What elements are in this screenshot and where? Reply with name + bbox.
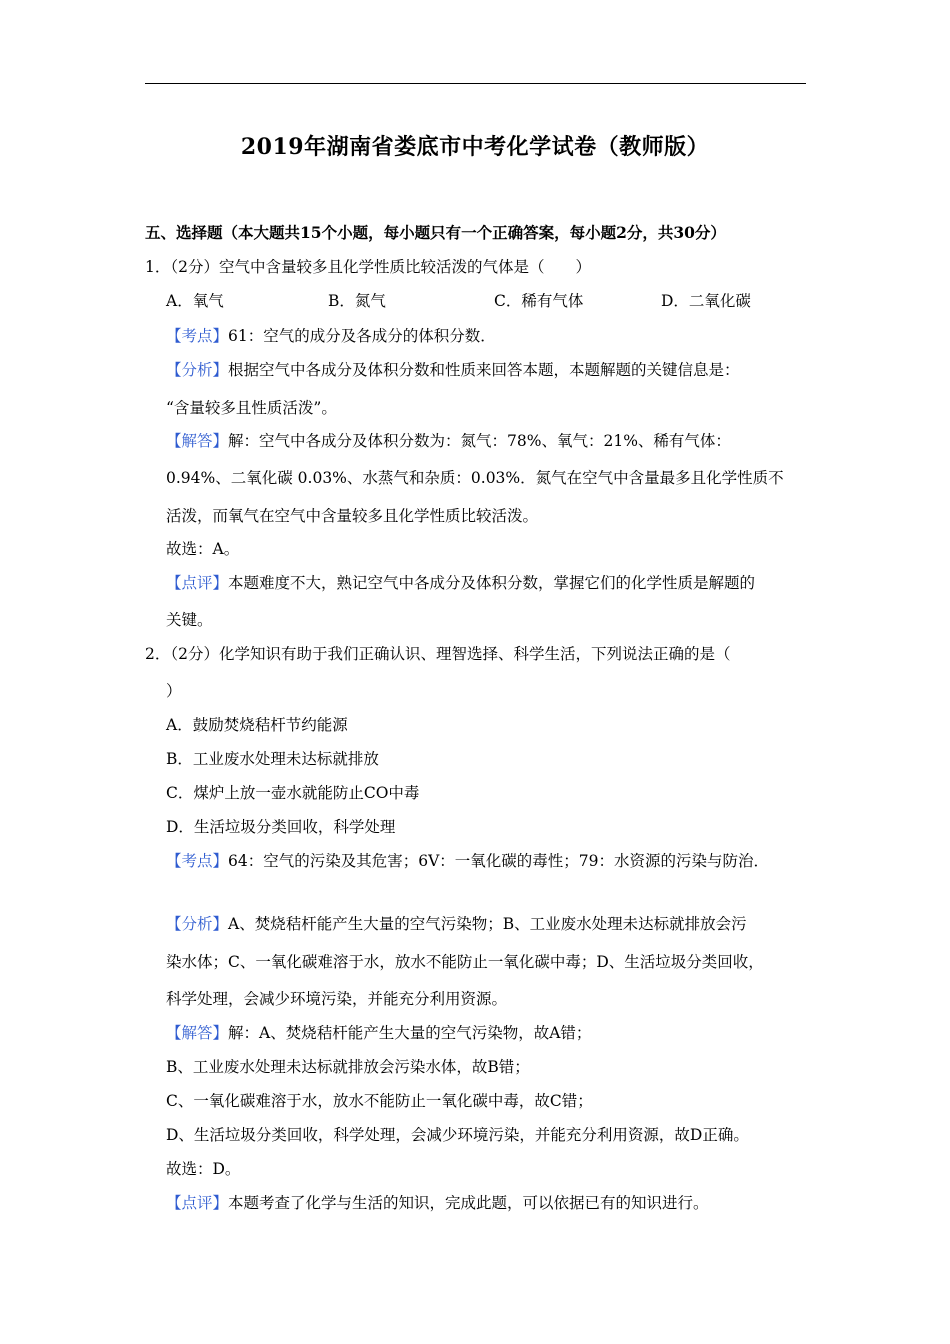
q2-kaodian bbox=[166, 850, 769, 872]
q1-jieda-cont-2: 活泼，而氧气在空气中含量较多且化学性质比较活泼。 bbox=[166, 507, 539, 525]
q1-option-a: A．氧气 bbox=[166, 292, 224, 310]
dianping-tag: 【点评】 bbox=[166, 1194, 229, 1212]
q2-stem: 2．（2分）化学知识有助于我们正确认识、理智选择、科学生活，下列说法正确的是（ bbox=[145, 645, 731, 663]
q1-options bbox=[166, 290, 806, 312]
q2-kaodian-text: 64：空气的污染及其危害；6V：一氧化碳的毒性；79：水资源的污染与防治． bbox=[228, 852, 770, 870]
q1-fenxi-cont: “含量较多且性质活泼”。 bbox=[166, 399, 337, 417]
q2-choice: 故选：D。 bbox=[166, 1160, 241, 1178]
kaodian-tag: 【考点】 bbox=[166, 852, 229, 870]
q1-fenxi-text: 根据空气中各成分及体积分数和性质来回答本题，本题解题的关键信息是： bbox=[228, 361, 740, 379]
q2-option-b: B．工业废水处理未达标就排放 bbox=[166, 750, 379, 768]
q1-choice: 故选：A。 bbox=[166, 540, 240, 558]
fenxi-tag: 【分析】 bbox=[166, 361, 229, 379]
q1-option-c: C．稀有气体 bbox=[494, 292, 584, 310]
q2-fenxi-cont-2: 科学处理，会减少环境污染，并能充分利用资源。 bbox=[166, 990, 508, 1008]
jieda-tag: 【解答】 bbox=[166, 1024, 229, 1042]
q1-jieda-text: 解：空气中各成分及体积分数为：氮气：78%、氧气：21%、稀有气体： bbox=[228, 432, 731, 450]
q1-jieda bbox=[166, 430, 731, 452]
q2-jieda-text: 解：A、焚烧秸杆能产生大量的空气污染物，故A错； bbox=[228, 1024, 592, 1042]
fenxi-tag: 【分析】 bbox=[166, 915, 229, 933]
q1-fenxi bbox=[166, 359, 740, 381]
q2-option-c: C．煤炉上放一壶水就能防止CO中毒 bbox=[166, 784, 420, 802]
q1-kaodian-text: 61：空气的成分及各成分的体积分数． bbox=[228, 327, 496, 345]
q1-stem: 1．（2分）空气中含量较多且化学性质比较活泼的气体是（ ） bbox=[145, 258, 591, 276]
q1-dianping bbox=[166, 572, 755, 594]
q2-option-a: A．鼓励焚烧秸杆节约能源 bbox=[166, 716, 348, 734]
dianping-tag: 【点评】 bbox=[166, 574, 229, 592]
q2-fenxi-cont-1: 染水体；C、一氧化碳难溶于水，放水不能防止一氧化碳中毒；D、生活垃圾分类回收， bbox=[166, 953, 764, 971]
q2-fenxi bbox=[166, 913, 747, 935]
section-heading: 五、选择题（本大题共15个小题，每小题只有一个正确答案，每小题2分，共30分） bbox=[145, 223, 726, 242]
jieda-tag: 【解答】 bbox=[166, 432, 229, 450]
q2-fenxi-text: A、焚烧秸杆能产生大量的空气污染物；B、工业废水处理未达标就排放会污 bbox=[228, 915, 747, 933]
q2-dianping-text: 本题考查了化学与生活的知识，完成此题，可以依据已有的知识进行。 bbox=[228, 1194, 709, 1212]
q1-option-d: D．二氧化碳 bbox=[661, 292, 751, 310]
q2-jieda-d: D、生活垃圾分类回收，科学处理，会减少环境污染，并能充分利用资源，故D正确。 bbox=[166, 1126, 749, 1144]
q2-option-d: D．生活垃圾分类回收，科学处理 bbox=[166, 818, 396, 836]
q2-jieda bbox=[166, 1022, 591, 1044]
q1-dianping-cont: 关键。 bbox=[166, 611, 213, 629]
page-title: 2019年湖南省娄底市中考化学试卷（教师版） bbox=[240, 134, 710, 160]
q1-dianping-text: 本题难度不大，熟记空气中各成分及体积分数，掌握它们的化学性质是解题的 bbox=[228, 574, 756, 592]
q2-jieda-b: B、工业废水处理未达标就排放会污染水体，故B错； bbox=[166, 1058, 530, 1076]
q2-stem-cont: ） bbox=[166, 682, 182, 700]
kaodian-tag: 【考点】 bbox=[166, 327, 229, 345]
q2-dianping bbox=[166, 1192, 709, 1214]
q1-kaodian bbox=[166, 325, 496, 347]
q1-option-b: B．氮气 bbox=[328, 292, 386, 310]
q2-jieda-c: C、一氧化碳难溶于水，放水不能防止一氧化碳中毒，故C错； bbox=[166, 1092, 593, 1110]
q1-jieda-cont-1: 0.94%、二氧化碳 0.03%、水蒸气和杂质：0.03%．氮气在空气中含量最多且化学性质不 bbox=[166, 469, 784, 487]
header-rule bbox=[145, 83, 806, 84]
